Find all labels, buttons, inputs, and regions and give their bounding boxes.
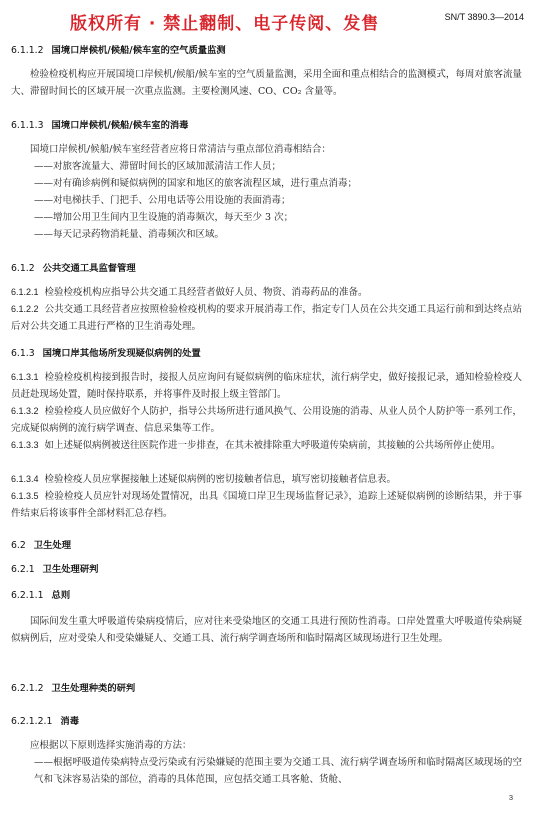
clause-number: 6.1.3.2 — [11, 406, 39, 416]
section-number: 6.2.1.2 — [11, 683, 44, 694]
clause-text: 如上述疑似病例被送往医院作进一步排查，在其未被排除重大呼吸道传染病前，其接触的公共场所停止使用。 — [44, 440, 501, 451]
section-title: 总则 — [51, 590, 71, 601]
clause-number: 6.1.2.2 — [11, 304, 39, 314]
clause-6-1-3-3 — [11, 437, 522, 454]
clause-number: 6.1.3.3 — [11, 440, 39, 450]
page-number: 3 — [508, 793, 513, 802]
clause-text: 检验检疫人员应掌握接触上述疑似病例的密切接触者信息，填写密切接触者信息表。 — [44, 474, 397, 485]
section-heading-6-1-3 — [11, 345, 522, 362]
section-heading-6-2-1-1 — [11, 587, 522, 604]
clause-6-1-3-2 — [11, 403, 522, 437]
clause-number: 6.1.3.4 — [11, 474, 39, 484]
list-item: ——每天记录药物消耗量、消毒频次和区域。 — [34, 229, 225, 240]
section-title: 卫生处理种类的研判 — [51, 683, 136, 694]
section-number: 6.2.1.2.1 — [11, 716, 53, 727]
list-item: ——对电梯扶手、门把手、公用电话等公用设施的表面消毒； — [34, 195, 291, 206]
section-heading-6-2-1 — [11, 561, 522, 578]
clause-6-1-3-1 — [11, 369, 522, 403]
section-title: 国境口岸候机/候船/候车室的空气质量监测 — [51, 45, 226, 56]
clause-text: 检验检疫机构应指导公共交通工具经营者做好人员、物资、消毒药品的准备。 — [44, 287, 368, 298]
section-title: 卫生处理 — [33, 540, 71, 551]
section-number: 6.2.1 — [11, 564, 35, 575]
clause-6-1-3-4 — [11, 471, 522, 488]
list-item: ——对旅客流量大、滞留时间长的区域加派清洁工作人员； — [34, 161, 282, 172]
clause-number: 6.1.3.5 — [11, 491, 39, 501]
section-number: 6.2 — [11, 540, 26, 551]
section-title: 公共交通工具监督管理 — [42, 263, 136, 274]
clause-number: 6.1.2.1 — [11, 287, 39, 297]
section-heading-6-2-1-2 — [11, 680, 522, 697]
section-number: 6.1.1.3 — [11, 120, 44, 131]
section-title: 国境口岸候机/候船/候车室的消毒 — [51, 120, 189, 131]
paragraph-6-1-1-2: 检验检疫机构应开展国境口岸候机/候船/候车室的空气质量监测，采用全面和重点相结合的监测模式，每周对旅客流量大、滞留时间长的区域开展一次重点监测。主要检测风速、CO、CO₂ 含量等。 — [11, 69, 522, 97]
clause-text: 检验检疫人员应做好个人防护，指导公共场所进行通风换气、公用设施的消毒、从业人员个人防护等一系列工作，完成疑似病例的流行病学调查、信息采集等工作。 — [11, 406, 522, 434]
list-item: ——对有确诊病例和疑似病例的国家和地区的旅客流程区域，进行重点消毒； — [34, 178, 358, 189]
section-title: 消毒 — [60, 716, 80, 727]
clause-6-1-3-5 — [11, 488, 522, 522]
section-number: 6.2.1.1 — [11, 590, 44, 601]
paragraph-6-2-1-2-1-intro: 应根据以下原则选择实施消毒的方法： — [30, 740, 192, 751]
clause-number: 6.1.3.1 — [11, 372, 39, 382]
section-heading-6-2 — [11, 537, 522, 554]
section-heading-6-1-1-3 — [11, 117, 522, 134]
list-item: ——增加公用卫生间内卫生设施的消毒频次，每天至少 3 次； — [34, 212, 294, 223]
clause-6-1-2-2 — [11, 301, 522, 335]
section-heading-6-1-2 — [11, 260, 522, 277]
section-number: 6.1.2 — [11, 263, 35, 274]
clause-6-1-2-1 — [11, 284, 522, 301]
section-title: 国境口岸其他场所发现疑似病例的处置 — [42, 348, 201, 359]
clause-text: 公共交通工具经营者应按照检验检疫机构的要求开展消毒工作，指定专门人员在公共交通工具运行前和到达终点站后对公共交通工具进行严格的卫生消毒处理。 — [11, 304, 522, 332]
clause-text: 检验检疫人员应针对现场处置情况，出具《国境口岸卫生现场监督记录》，追踪上述疑似病例的诊断结果，并于事件结束后将该事件全部材料汇总存档。 — [11, 491, 522, 519]
paragraph-6-1-1-3-intro: 国境口岸候机/候船/候车室经营者应将日常清洁与重点部位消毒相结合： — [30, 144, 331, 155]
section-number: 6.1.3 — [11, 348, 35, 359]
section-heading-6-2-1-2-1 — [11, 713, 522, 730]
paragraph-6-2-1-1: 国际间发生重大呼吸道传染病疫情后，应对往来受染地区的交通工具进行预防性消毒。口岸处置重大呼吸道传染病疑似病例后，应对受染人和受染嫌疑人、交通工具、流行病学调查场所和临时隔离区域现场进行卫生处理。 — [11, 616, 522, 644]
standard-code: SN/T 3890.3—2014 — [444, 12, 524, 22]
section-heading-6-1-1-2 — [11, 42, 522, 59]
list-item: ——根据呼吸道传染病特点受污染或有污染嫌疑的范围主要为交通工具、流行病学调查场所和临时隔离区域现场的空气和飞沫容易沾染的部位，消毒的具体范围，应包括交通工具客舱、货舱、 — [34, 757, 522, 785]
section-number: 6.1.1.2 — [11, 45, 44, 56]
section-title: 卫生处理研判 — [42, 564, 99, 575]
copyright-watermark: 版权所有 · 禁止翻制、电子传阅、发售 — [70, 14, 380, 34]
clause-text: 检验检疫机构接到报告时，接报人员应询问有疑似病例的临床症状，流行病学史，做好接报记录，通知检验检疫人员赶赴现场处置，随时保持联系，并将事件及时报上级主管部门。 — [11, 372, 522, 400]
